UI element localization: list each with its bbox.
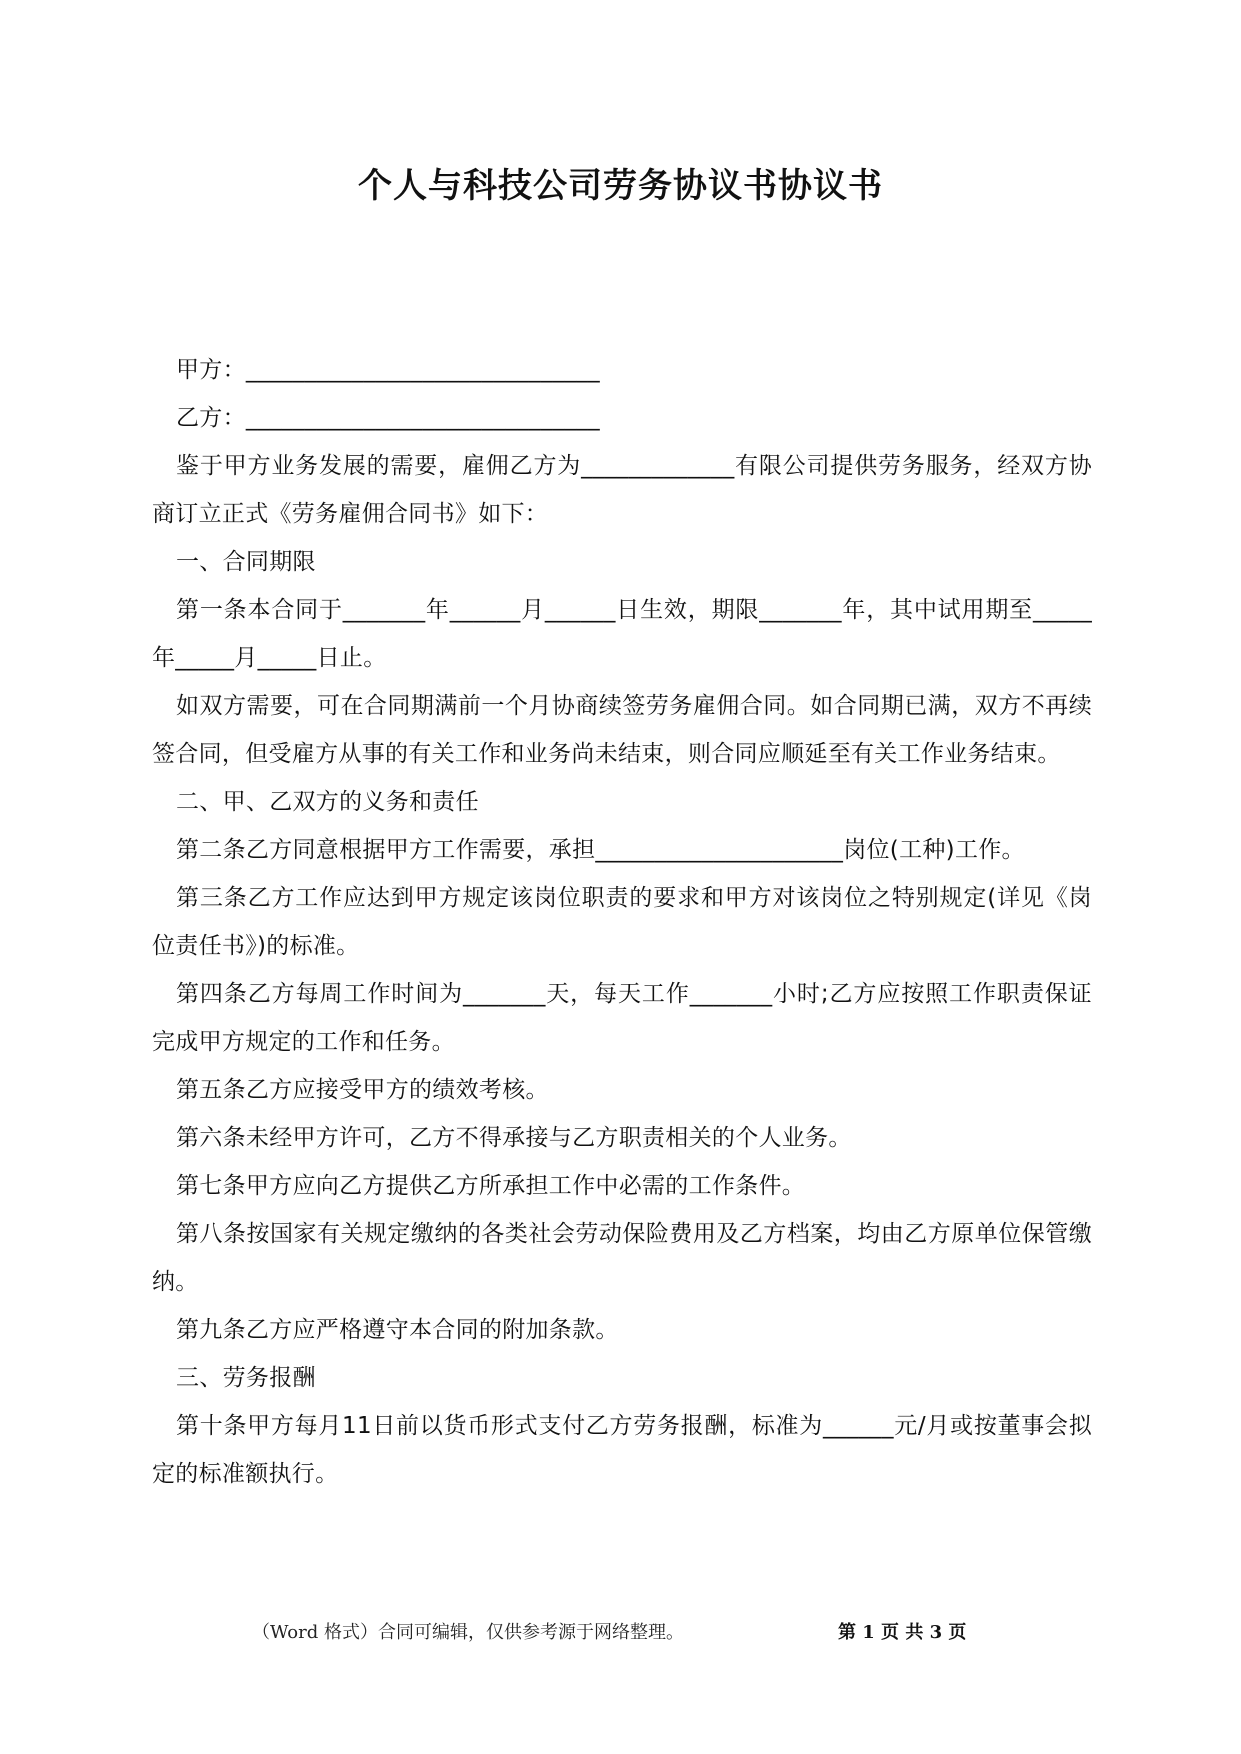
section-heading-1: 一、合同期限 bbox=[176, 549, 316, 575]
section-heading-3: 三、劳务报酬 bbox=[176, 1365, 316, 1391]
article-3: 第三条乙方工作应达到甲方规定该岗位职责的要求和甲方对该岗位之特别规定(详见《岗位责任书》)的标准。 bbox=[152, 885, 1092, 959]
party-b-line: 乙方：______________________________ bbox=[176, 405, 600, 431]
footer-note: （Word 格式）合同可编辑，仅供参考源于网络整理。 bbox=[252, 1622, 684, 1643]
renewal-paragraph: 如双方需要，可在合同期满前一个月协商续签劳务雇佣合同。如合同期已满，双方不再续签合同，但受雇方从事的有关工作和业务尚未结束，则合同应顺延至有关工作业务结束。 bbox=[152, 693, 1092, 767]
article-7: 第七条甲方应向乙方提供乙方所承担工作中必需的工作条件。 bbox=[176, 1173, 806, 1199]
article-2: 第二条乙方同意根据甲方工作需要，承担_____________________岗位(工种)工作。 bbox=[176, 837, 1025, 863]
article-5: 第五条乙方应接受甲方的绩效考核。 bbox=[176, 1077, 549, 1103]
party-a-line: 甲方：______________________________ bbox=[176, 357, 600, 383]
article-9: 第九条乙方应严格遵守本合同的附加条款。 bbox=[176, 1317, 619, 1343]
article-1: 第一条本合同于_______年______月______日生效，期限_______年，其中试用期至_____年_____月_____日止。 bbox=[152, 597, 1092, 671]
document-title: 个人与科技公司劳务协议书协议书 bbox=[358, 166, 883, 206]
article-10: 第十条甲方每月11日前以货币形式支付乙方劳务报酬，标准为______元/月或按董事会拟定的标准额执行。 bbox=[152, 1413, 1092, 1487]
section-heading-2: 二、甲、乙双方的义务和责任 bbox=[176, 789, 479, 815]
article-4: 第四条乙方每周工作时间为_______天，每天工作_______小时;乙方应按照工作职责保证完成甲方规定的工作和任务。 bbox=[152, 981, 1092, 1055]
article-8: 第八条按国家有关规定缴纳的各类社会劳动保险费用及乙方档案，均由乙方原单位保管缴纳。 bbox=[152, 1221, 1092, 1295]
preamble-paragraph: 鉴于甲方业务发展的需要，雇佣乙方为_____________有限公司提供劳务服务，经双方协商订立正式《劳务雇佣合同书》如下： bbox=[152, 453, 1092, 527]
document-body bbox=[152, 346, 1092, 1498]
page-footer bbox=[0, 1618, 1241, 1648]
page-number: 第 1 页 共 3 页 bbox=[838, 1622, 967, 1643]
article-6: 第六条未经甲方许可，乙方不得承接与乙方职责相关的个人业务。 bbox=[176, 1125, 852, 1151]
